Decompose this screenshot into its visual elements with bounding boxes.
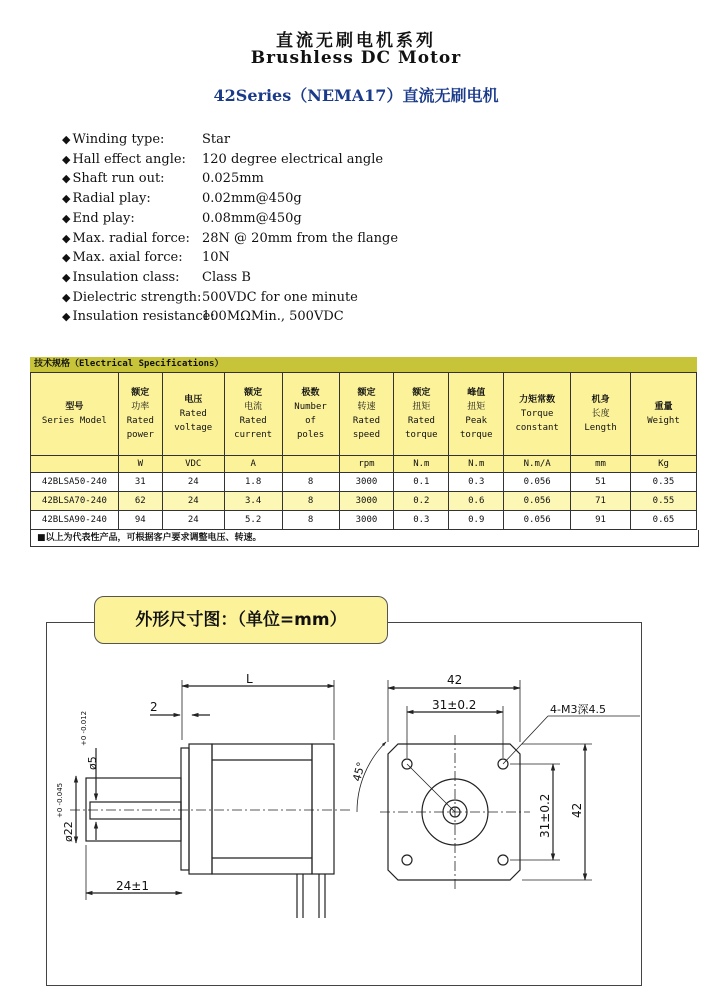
dim-31-top-label: 31±0.2 bbox=[432, 698, 477, 712]
table-cell: 3.4 bbox=[224, 492, 282, 511]
header-line: Rated bbox=[179, 409, 207, 419]
spec-value: Star bbox=[202, 132, 231, 147]
dim-holes-label: 4-M3深4.5 bbox=[550, 703, 606, 716]
spec-value: 120 degree electrical angle bbox=[202, 151, 384, 167]
unit-cell: N.m bbox=[449, 456, 504, 473]
dim-24-label: 24±1 bbox=[116, 879, 149, 893]
dim-45-label: 45° bbox=[350, 760, 368, 783]
header-line: 机身 bbox=[591, 395, 610, 405]
dim-2-label: 2 bbox=[150, 700, 158, 714]
table-cell: 0.9 bbox=[449, 511, 504, 530]
unit-cell: mm bbox=[571, 456, 631, 473]
unit-cell: rpm bbox=[339, 456, 394, 473]
table-cell: 91 bbox=[571, 511, 631, 530]
table-cell: 0.65 bbox=[631, 511, 697, 530]
shaft-boss bbox=[86, 778, 181, 841]
header-line: 额定 bbox=[357, 388, 376, 398]
header-line: Length bbox=[584, 423, 617, 433]
unit-cell: N.m/A bbox=[504, 456, 571, 473]
table-cell: 0.056 bbox=[504, 473, 571, 492]
table-note: ■以上为代表性产品，可根据客户要求调整电压、转速。 bbox=[30, 530, 699, 547]
title-english: Brushless DC Motor bbox=[250, 48, 462, 68]
header-line: Series Model bbox=[41, 416, 107, 426]
spec-label: ◆ Dielectric strength: bbox=[62, 288, 202, 308]
header-line: 额定 bbox=[131, 388, 150, 398]
header-line: Rated bbox=[352, 416, 380, 426]
unit-cell: A bbox=[224, 456, 282, 473]
header-line: 扭矩 bbox=[467, 402, 486, 412]
table-cell: 3000 bbox=[339, 492, 394, 511]
table-cell: 0.056 bbox=[504, 492, 571, 511]
header-line: current bbox=[234, 430, 273, 440]
header-line: torque bbox=[460, 430, 493, 440]
table-cell: 0.2 bbox=[394, 492, 449, 511]
header-line: 长度 bbox=[591, 409, 610, 419]
front-flange bbox=[181, 748, 189, 870]
series-subtitle: 42Series（NEMA17）直流无刷电机 bbox=[213, 86, 499, 105]
table-cell: 42BLSA90-240 bbox=[31, 511, 119, 530]
table-cell: 62 bbox=[118, 492, 162, 511]
spec-value: 0.08mm@450g bbox=[202, 210, 302, 226]
dim-boss-dia-tol: +0 -0.045 bbox=[56, 782, 64, 818]
header-line: 电流 bbox=[244, 402, 263, 412]
spec-label: ◆ Insulation class: bbox=[62, 268, 202, 288]
header-line: 型号 bbox=[65, 402, 84, 412]
table-cell: 3000 bbox=[339, 511, 394, 530]
spec-value: 28N @ 20mm from the flange bbox=[202, 230, 399, 246]
table-cell: 0.056 bbox=[504, 511, 571, 530]
table-cell: 0.35 bbox=[631, 473, 697, 492]
dim-L-label: L bbox=[246, 672, 253, 686]
mount-hole bbox=[498, 855, 508, 865]
table-cell: 42BLSA70-240 bbox=[31, 492, 119, 511]
table-title: 技术规格（Electrical Specifications） bbox=[30, 357, 697, 372]
header-line: 功率 bbox=[131, 402, 150, 412]
dim-shaft-dia-label: ø5 bbox=[86, 756, 99, 770]
header-line: 额定 bbox=[244, 388, 263, 398]
header-line: 极数 bbox=[301, 388, 320, 398]
shaft bbox=[90, 802, 181, 819]
header-line: 电压 bbox=[184, 395, 203, 405]
spec-value: 0.025mm bbox=[202, 171, 264, 187]
table-cell: 24 bbox=[162, 511, 224, 530]
header-line: 扭矩 bbox=[412, 402, 431, 412]
mount-hole bbox=[402, 855, 412, 865]
spec-label: ◆ Hall effect angle: bbox=[62, 150, 202, 170]
table-cell: 24 bbox=[162, 492, 224, 511]
spec-value: 100MΩMin., 500VDC bbox=[202, 309, 344, 325]
dim-shaft-dia-tol: +0 -0.012 bbox=[80, 710, 88, 746]
spec-label: ◆ Winding type: bbox=[62, 130, 202, 150]
table-cell: 42BLSA50-240 bbox=[31, 473, 119, 492]
header-line: speed bbox=[352, 430, 380, 440]
header-line: constant bbox=[515, 423, 559, 433]
unit-cell: VDC bbox=[162, 456, 224, 473]
unit-cell: Kg bbox=[631, 456, 697, 473]
spec-label: ◆ Max. radial force: bbox=[62, 229, 202, 249]
table-cell: 8 bbox=[282, 511, 339, 530]
spec-label: ◆ Max. axial force: bbox=[62, 248, 202, 268]
header-line: of bbox=[305, 416, 316, 426]
table-cell: 0.55 bbox=[631, 492, 697, 511]
header-line: Rated bbox=[407, 416, 435, 426]
spec-label: ◆ End play: bbox=[62, 209, 202, 229]
front-cap bbox=[189, 744, 212, 874]
header-line: Rated bbox=[126, 416, 154, 426]
header-line: 转速 bbox=[357, 402, 376, 412]
dim-31-side-label: 31±0.2 bbox=[538, 793, 552, 838]
header-line: torque bbox=[405, 430, 438, 440]
motor-body bbox=[212, 744, 312, 874]
table-cell: 0.6 bbox=[449, 492, 504, 511]
header-line: Number bbox=[294, 402, 327, 412]
spec-value: Class B bbox=[202, 269, 251, 285]
spec-value: 500VDC for one minute bbox=[202, 289, 358, 305]
dim-boss-dia-label: ø22 bbox=[62, 821, 75, 842]
header-line: 峰值 bbox=[467, 388, 486, 398]
table-cell: 0.3 bbox=[394, 511, 449, 530]
header-line: 力矩常数 bbox=[519, 395, 556, 405]
spec-label: ◆ Insulation resistance: bbox=[62, 307, 202, 327]
table-cell: 8 bbox=[282, 492, 339, 511]
table-cell: 1.8 bbox=[224, 473, 282, 492]
header-line: Weight bbox=[647, 416, 680, 426]
spec-value: 10N bbox=[202, 250, 230, 266]
table-cell: 71 bbox=[571, 492, 631, 511]
header-line: power bbox=[126, 430, 154, 440]
title-chinese: 直流无刷电机系列 bbox=[276, 31, 436, 51]
table-cell: 94 bbox=[118, 511, 162, 530]
dim-42-top-label: 42 bbox=[447, 673, 463, 687]
header-line: Peak bbox=[465, 416, 488, 426]
spec-label: ◆ Shaft run out: bbox=[62, 169, 202, 189]
rear-cap bbox=[312, 744, 334, 874]
header-line: Torque bbox=[520, 409, 554, 419]
spec-label: ◆ Radial play: bbox=[62, 189, 202, 209]
spec-value: 0.02mm@450g bbox=[202, 191, 302, 207]
table-cell: 8 bbox=[282, 473, 339, 492]
table-cell: 31 bbox=[118, 473, 162, 492]
dim-42-side-label: 42 bbox=[570, 802, 584, 818]
header-line: Rated bbox=[239, 416, 267, 426]
header-line: 额定 bbox=[412, 388, 431, 398]
table-cell: 3000 bbox=[339, 473, 394, 492]
header-line: voltage bbox=[174, 423, 213, 433]
table-cell: 0.3 bbox=[449, 473, 504, 492]
table-cell: 0.1 bbox=[394, 473, 449, 492]
header-line: poles bbox=[297, 430, 325, 440]
unit-cell: W bbox=[118, 456, 162, 473]
lead-wires bbox=[297, 874, 325, 918]
unit-cell: N.m bbox=[394, 456, 449, 473]
table-cell: 24 bbox=[162, 473, 224, 492]
header-line: 重量 bbox=[654, 402, 673, 412]
drawing-tag: 外形尺寸图：（单位=mm） bbox=[94, 596, 388, 644]
table-cell: 5.2 bbox=[224, 511, 282, 530]
table-cell: 51 bbox=[571, 473, 631, 492]
